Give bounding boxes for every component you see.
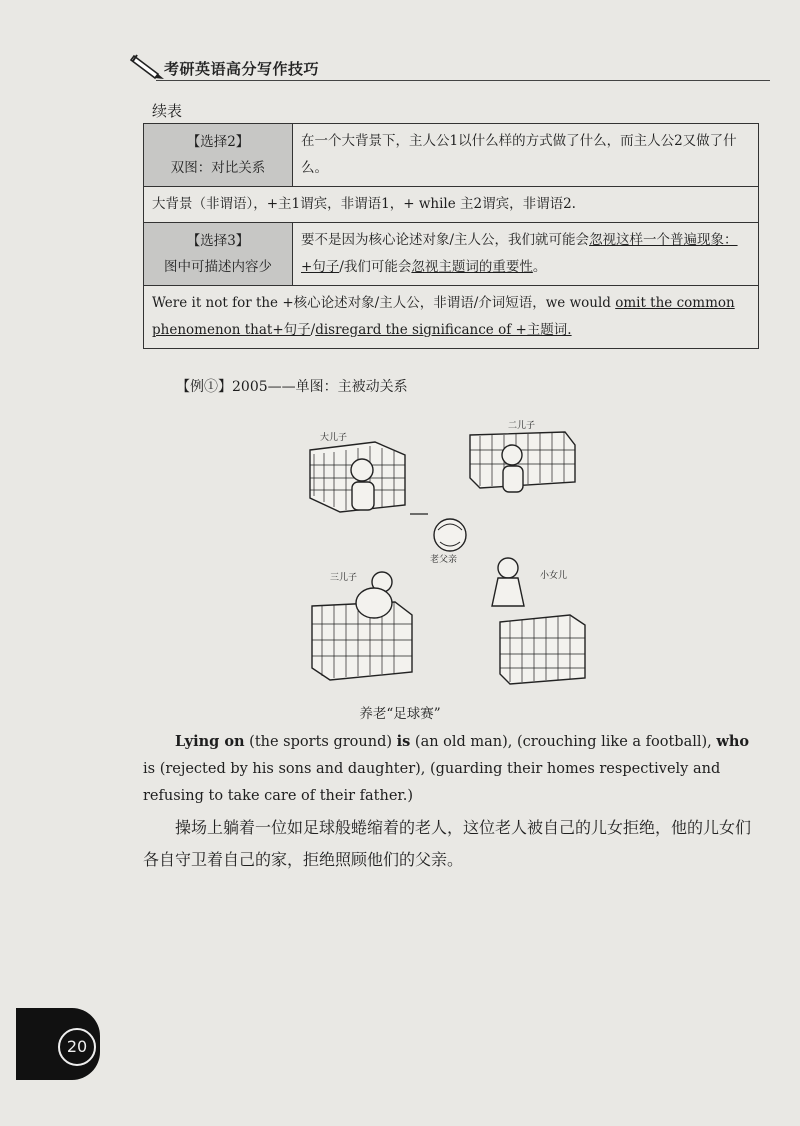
text-run: Lying on	[175, 733, 245, 750]
page-header	[130, 52, 770, 86]
underlined-text: 忽视主题词的重要性	[411, 259, 533, 275]
text-run: (an old man), (crouching like a football),	[410, 734, 717, 750]
label-eldest-son: 大儿子	[320, 433, 348, 443]
son-body	[352, 482, 374, 510]
label-third-son: 三儿子	[330, 573, 358, 583]
text-run: is (rejected by his sons and daughter), (guarding their homes respectively and refusing to take care of their father.)	[143, 761, 721, 804]
daughter-body	[492, 578, 524, 606]
template-table	[143, 123, 759, 349]
label-second-son: 二儿子	[508, 421, 536, 431]
option-2-structure: 大背景（非谓语），+主1谓宾，非谓语1，+ while 主2谓宾，非谓语2.	[144, 187, 759, 223]
son-body	[356, 588, 392, 618]
option-subtitle: 双图：对比关系	[170, 160, 266, 176]
continued-label: 续表	[152, 102, 183, 120]
text-run: (the sports ground)	[244, 734, 397, 750]
daughter-figure	[498, 558, 518, 578]
chinese-paragraph: 操场上躺着一位如足球般蜷缩着的老人，这位老人被自己的儿女拒绝，他的儿女们各自守卫着自己的家，拒绝照顾他们的父亲。	[143, 818, 752, 869]
text-run: /我们可能会	[339, 259, 412, 275]
option-subtitle: 图中可描述内容少	[164, 259, 272, 275]
option-3-english	[144, 286, 759, 349]
book-title: 考研英语高分写作技巧	[164, 60, 320, 78]
text-run: 。	[532, 259, 547, 275]
option-3-content	[293, 223, 759, 286]
option-label: 【选择2】	[186, 134, 250, 150]
english-paragraph	[143, 728, 761, 810]
table-row	[144, 223, 759, 286]
example-heading: 【例①】2005——单图：主被动关系	[176, 379, 408, 395]
figure-caption: 养老“足球赛”	[359, 706, 441, 722]
underlined-text: 忽视这样一个普遍现象：+句子	[301, 232, 738, 275]
table-row	[144, 286, 759, 349]
page-number: 20	[58, 1028, 96, 1066]
option-2-content: 在一个大背景下，主人公1以什么样的方式做了什么，而主人公2又做了什么。	[293, 124, 759, 187]
text-run: is	[396, 733, 411, 750]
cartoon-illustration	[300, 410, 590, 692]
underlined-text: disregard the significance of +主题词.	[315, 322, 572, 338]
son-figure	[502, 445, 522, 465]
text-run: who	[716, 733, 750, 750]
label-old-father: 老父亲	[430, 555, 458, 565]
option-2-cell	[144, 124, 293, 187]
son-body	[503, 466, 523, 492]
option-3-cell	[144, 223, 293, 286]
option-label: 【选择3】	[186, 233, 250, 249]
underlined-text: omit the common phenomenon that+句子	[152, 295, 735, 338]
text-run: 要不是因为核心论述对象/主人公，我们就可能会	[301, 232, 590, 248]
son-figure	[351, 459, 373, 481]
table-row	[144, 187, 759, 223]
text-run: Were it not for the +核心论述对象/主人公，非谓语/介词短语，we would	[152, 295, 616, 311]
header-rule	[156, 80, 770, 81]
text-run: /	[310, 322, 316, 338]
page-number-tab	[16, 1008, 100, 1080]
goal-net	[500, 615, 585, 684]
label-youngest-daughter: 小女儿	[540, 571, 568, 581]
table-row	[144, 124, 759, 187]
